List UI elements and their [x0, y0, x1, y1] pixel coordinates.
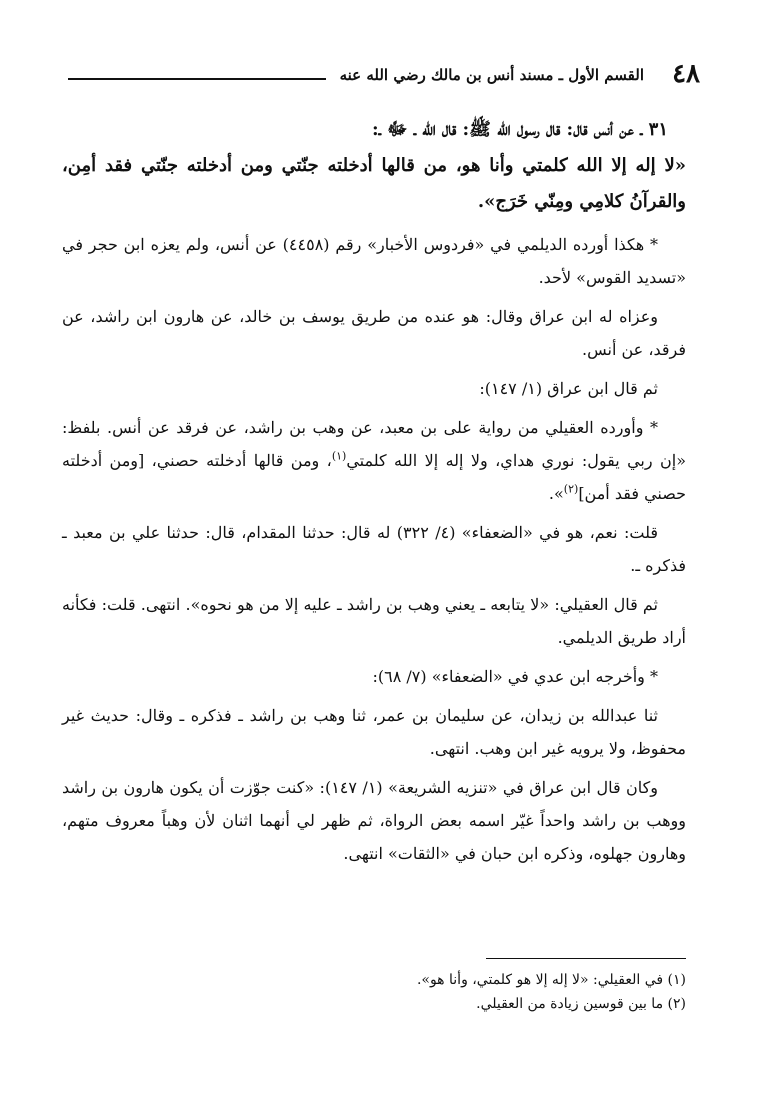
paragraph-4 — [62, 411, 686, 510]
running-header — [68, 58, 700, 92]
running-title: القسم الأول ـ مسند أنس بن مالك رضي الله عنه — [339, 66, 644, 84]
hadith-text: «لا إله إلا الله كلمتي وأنا هو، من قالها أدخلته جنّتي ومن أدخلته جنّتي فقد أمِن، والقرآنُ كلامِي ومِنّي خَرَج». — [62, 155, 686, 212]
paragraph-1: * هكذا أورده الديلمي في «فردوس الأخبار» رقم (٤٤٥٨) عن أنس، ولم يعزه ابن حجر في «تسديد القوس» لأحد. — [62, 235, 686, 287]
main-text — [62, 112, 686, 876]
page-number: ٤٨ — [672, 59, 700, 89]
paragraph-5: قلت: نعم، هو في «الضعفاء» (٤/ ٣٢٢) له قال: حدثنا المقدام، قال: حدثنا علي بن معبد ـ فذكره ـ. — [62, 523, 686, 575]
paragraph-8: ثنا عبدالله بن زيدان، عن سليمان بن عمر، ثنا وهب بن راشد ـ فذكره ـ وقال: حديث غير محفوظ، ولا يرويه غير ابن وهب. انتهى. — [62, 706, 686, 758]
footnote-ref-2: (٢) — [563, 482, 579, 496]
paragraph-4-part-1: * وأورده العقيلي من رواية على بن معبد، عن وهب بن راشد، عن فرقد عن أنس. بلفظ: «إن ربي يقول: نوري هداي، ولا إله إلا الله كلمتي — [62, 418, 686, 470]
footnote-ref-1: (١) — [331, 449, 347, 463]
paragraph-6: ثم قال العقيلي: «لا يتابعه ـ يعني وهب بن راشد ـ عليه إلا من هو نحوه». انتهى. قلت: فكأنه أراد طريق الديلمي. — [62, 595, 686, 647]
footnotes — [62, 968, 686, 1016]
paragraph-2: وعزاه له ابن عراق وقال: هو عنده من طريق يوسف بن خالد، عن هارون ابن راشد، عن فرقد، عن أنس. — [62, 307, 686, 359]
header-rule — [68, 78, 326, 80]
hadith-heading: ٣١ ـ عن أنس قال: قال رسول الله ﷺ: قال الله ـ ﷻ ـ: — [371, 119, 668, 140]
paragraph-7: * وأخرجه ابن عدي في «الضعفاء» (٧/ ٦٨): — [372, 667, 658, 686]
footnote-1: (١) في العقيلي: «لا إله إلا هو كلمتي، وأنا هو». — [416, 972, 686, 988]
footnote-rule — [486, 958, 686, 959]
paragraph-3: ثم قال ابن عراق (١/ ١٤٧): — [479, 379, 658, 398]
paragraph-4-part-2: ، ومن قالها أدخلته حصني، [ومن أدخلته حصني فقد أمن] — [62, 451, 686, 503]
paragraph-4-part-3: ». — [548, 484, 564, 503]
footnote-2: (٢) ما بين قوسين زيادة من العقيلي. — [476, 996, 686, 1012]
paragraph-9: وكان قال ابن عراق في «تنزيه الشريعة» (١/ ١٤٧): «كنت جوّزت أن يكون هارون بن راشد ووهب بن راشد واحداً غيّر اسمه بعض الرواة، ثم ظهر لي أنهما اثنان لأن وهباً معروف متهم، وهارون جهلوه، وذكره ابن حبان في «الثقات» انتهى. — [62, 778, 686, 863]
